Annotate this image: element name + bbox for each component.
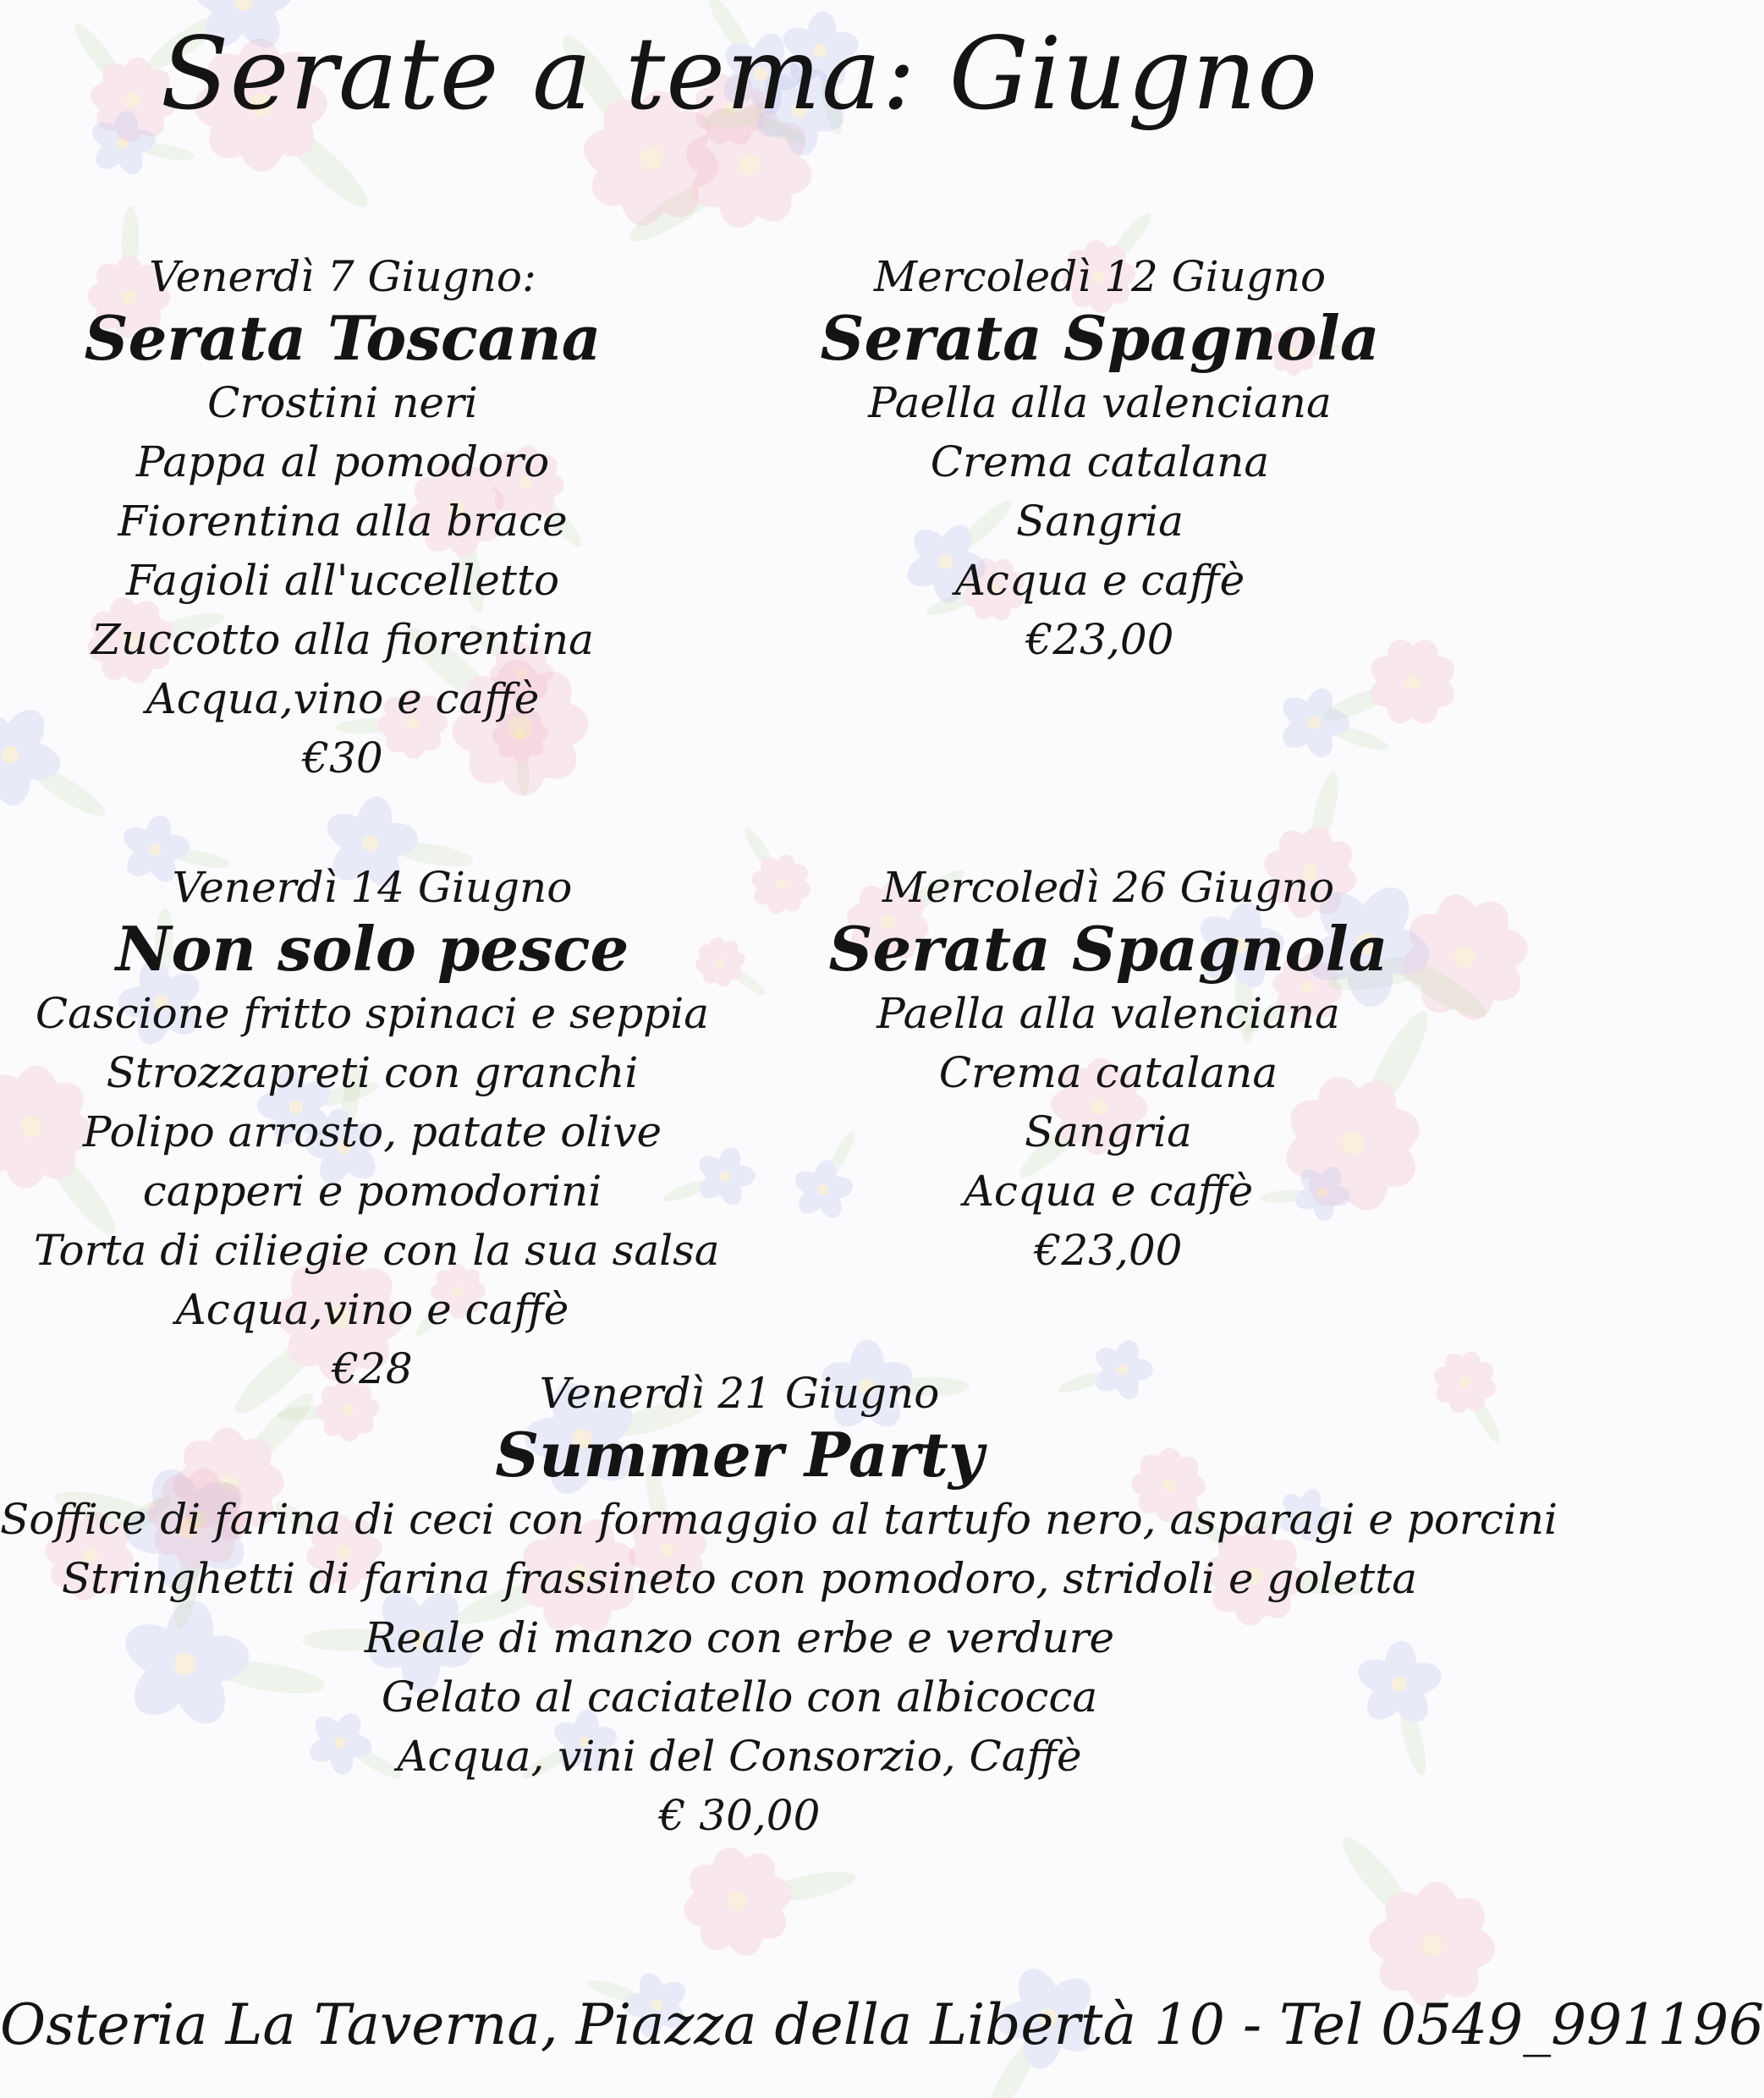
- event-name: Serata Toscana: [84, 302, 602, 374]
- menu-list: [34, 984, 720, 1398]
- menu-item: Fiorentina alla brace: [118, 497, 568, 546]
- menu-item: Paella alla valenciana: [868, 378, 1332, 427]
- menu-price: €28: [332, 1344, 413, 1393]
- event-date: Venerdì 14 Giugno: [172, 863, 573, 912]
- menu-item: Crostini neri: [207, 378, 478, 427]
- menu-item: capperi e pomodorini: [142, 1167, 602, 1216]
- menu-item: Acqua,vino e caffè: [175, 1285, 569, 1334]
- event-non-solo-pesce: [34, 860, 720, 1398]
- page-title: Serate a tema: Giugno: [160, 15, 1319, 132]
- menu-list: [812, 984, 1404, 1280]
- menu-list: [812, 373, 1388, 669]
- event-date: Mercoledì 12 Giugno: [873, 252, 1327, 301]
- event-date: Venerdì 21 Giugno: [539, 1369, 940, 1418]
- event-summer-party: [0, 1366, 1558, 1845]
- menu-price: €30: [302, 733, 383, 783]
- menu-item: Acqua e caffè: [963, 1167, 1254, 1216]
- event-name: Serata Spagnola: [828, 913, 1388, 985]
- menu-item: Sangria: [1025, 1107, 1192, 1156]
- event-name: Serata Spagnola: [820, 302, 1380, 374]
- menu-price: €23,00: [1034, 1226, 1183, 1275]
- menu-item: Stringhetti di farina frassineto con pomodoro, stridoli e goletta: [61, 1554, 1418, 1603]
- menu-item: Torta di ciliegie con la sua salsa: [34, 1226, 720, 1275]
- menu-item: Acqua e caffè: [954, 556, 1245, 605]
- menu-item: Reale di manzo con erbe e verdure: [364, 1613, 1115, 1662]
- footer-address: Osteria La Taverna, Piazza della Libertà 10 - Tel 0549_991196: [0, 1992, 1764, 2057]
- event-date: Mercoledì 26 Giugno: [882, 863, 1335, 912]
- menu-item: Fagioli all'uccelletto: [125, 556, 560, 605]
- menu-item: Crema catalana: [938, 1048, 1278, 1097]
- menu-item: Strozzapreti con granchi: [106, 1048, 639, 1097]
- menu-price: €23,00: [1025, 615, 1174, 664]
- event-name: Summer Party: [495, 1419, 984, 1491]
- menu-item: Acqua,vino e caffè: [146, 674, 540, 723]
- menu-item: Gelato al caciatello con albicocca: [381, 1672, 1098, 1722]
- menu-item: Paella alla valenciana: [877, 989, 1340, 1038]
- menu-list: [68, 373, 618, 788]
- menu-item: Pappa al pomodoro: [135, 437, 550, 486]
- menu-item: Sangria: [1016, 497, 1184, 546]
- menu-list: [0, 1490, 1558, 1845]
- event-serata-toscana: [68, 250, 618, 788]
- menu-item: Polipo arrosto, patate olive: [82, 1107, 662, 1156]
- event-serata-spagnola-26: [812, 860, 1404, 1280]
- menu-price: € 30,00: [658, 1791, 821, 1840]
- event-serata-spagnola-12: [812, 250, 1388, 669]
- menu-item: Crema catalana: [930, 437, 1270, 486]
- menu-item: Cascione fritto spinaci e seppia: [35, 989, 710, 1038]
- event-date: Venerdì 7 Giugno:: [149, 252, 536, 301]
- menu-item: Acqua, vini del Consorzio, Caffè: [397, 1732, 1082, 1781]
- menu-item: Soffice di farina di ceci con formaggio al tartufo nero, asparagi e porcini: [0, 1495, 1558, 1544]
- menu-item: Zuccotto alla fiorentina: [91, 615, 594, 664]
- event-name: Non solo pesce: [115, 913, 629, 985]
